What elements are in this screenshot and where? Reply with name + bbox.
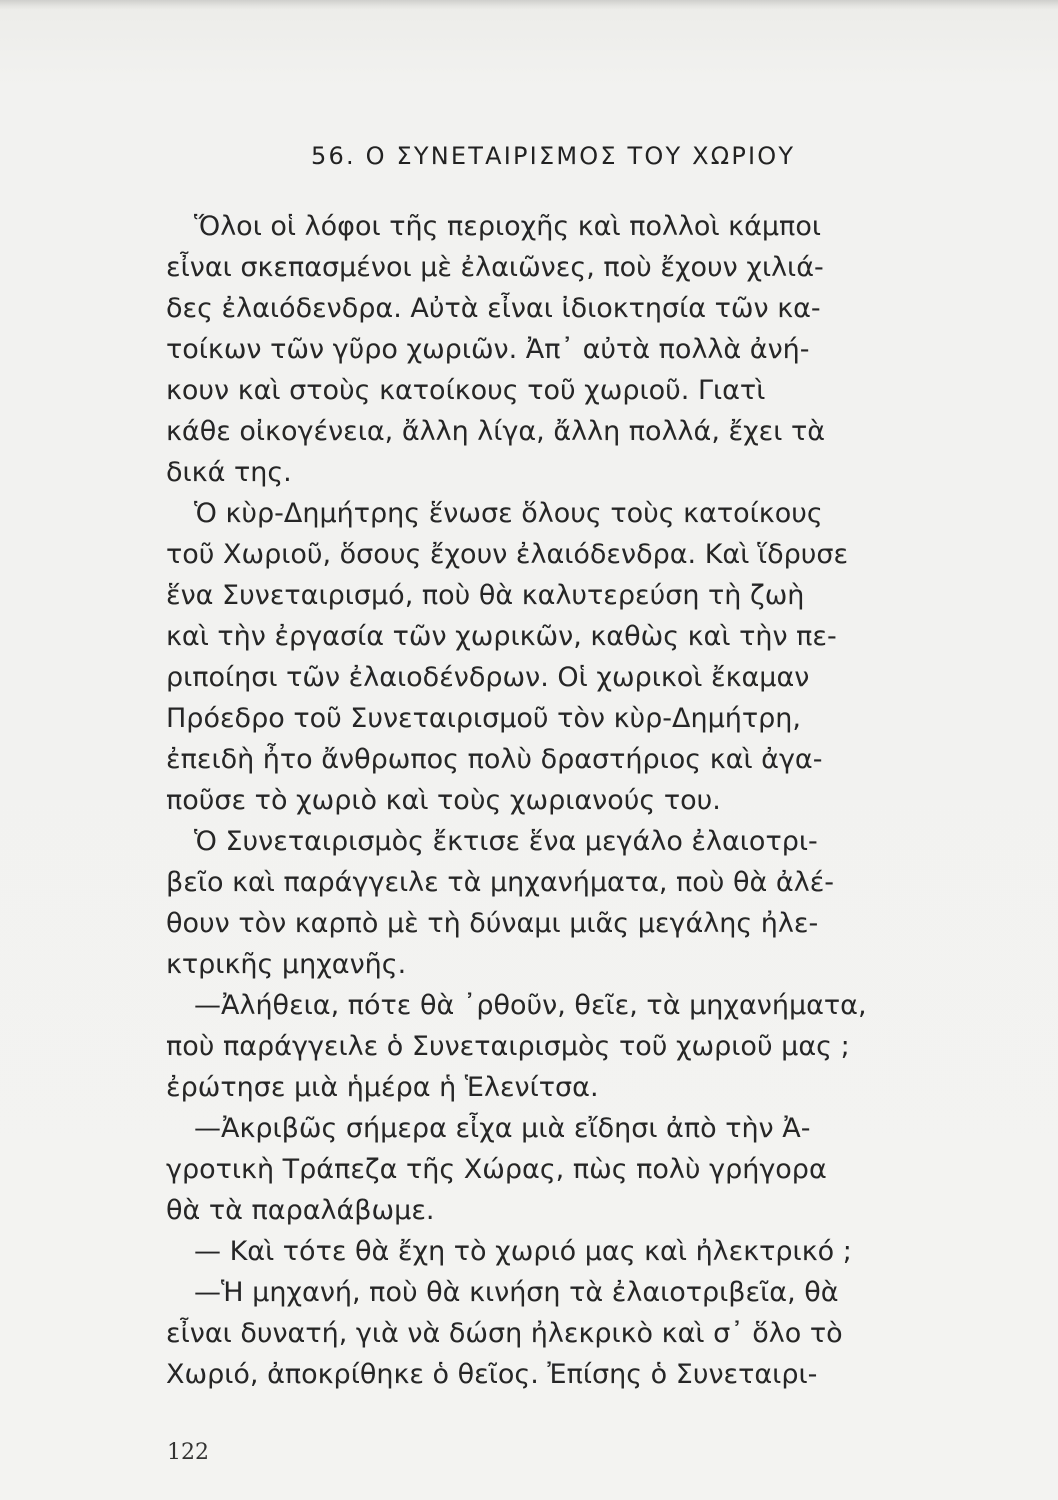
text-line: καὶ τὴν ἐργασία τῶν χωρικῶν, καθὼς καὶ τὴν πε- bbox=[166, 621, 837, 652]
text-line: ριποίησι τῶν ἐλαιοδένδρων. Οἱ χωρικοὶ ἔκαμαν bbox=[166, 662, 810, 693]
text-line: βεῖο καὶ παράγγειλε τὰ μηχανήματα, ποὺ θὰ ἀλέ- bbox=[166, 867, 835, 898]
text-line: Χωριό, ἀποκρίθηκε ὁ θεῖος. Ἐπίσης ὁ Συνεταιρι- bbox=[166, 1359, 818, 1390]
text-line: εἶναι σκεπασμένοι μὲ ἐλαιῶνες, ποὺ ἔχουν χιλιά- bbox=[166, 252, 824, 283]
text-line: —Ἡ μηχανή, ποὺ θὰ κινήση τὰ ἐλαιοτριβεῖα, θὰ bbox=[194, 1277, 839, 1308]
page-number: 122 bbox=[167, 1440, 209, 1465]
text-line: —Ἀλήθεια, πότε θὰ ᾽ρθοῦν, θεῖε, τὰ μηχανήματα, bbox=[194, 990, 867, 1021]
chapter-heading: 56. Ο ΣΥΝΕΤΑΙΡΙΣΜΟΣ ΤΟΥ ΧΩΡΙΟΥ bbox=[311, 142, 796, 170]
text-line: τοίκων τῶν γῦρο χωριῶν. Ἀπ᾿ αὐτὰ πολλὰ ἀνή- bbox=[166, 334, 810, 365]
text-line: Ὁ Συνεταιρισμὸς ἔκτισε ἕνα μεγάλο ἐλαιοτρι- bbox=[194, 826, 818, 857]
text-line: θουν τὸν καρπὸ μὲ τὴ δύναμι μιᾶς μεγάλης ἠλε- bbox=[166, 908, 819, 939]
text-line: θὰ τὰ παραλάβωμε. bbox=[166, 1195, 435, 1226]
text-line: Πρόεδρο τοῦ Συνεταιρισμοῦ τὸν κὺρ-Δημήτρη, bbox=[166, 703, 801, 734]
text-line: κουν καὶ στοὺς κατοίκους τοῦ χωριοῦ. Γιατὶ bbox=[166, 375, 766, 406]
text-line: δες ἐλαιόδενδρα. Αὐτὰ εἶναι ἰδιοκτησία τῶν κα- bbox=[166, 293, 821, 324]
text-line: Ὅλοι οἱ λόφοι τῆς περιοχῆς καὶ πολλοὶ κάμποι bbox=[194, 211, 821, 242]
text-line: ἕνα Συνεταιρισμό, ποὺ θὰ καλυτερεύση τὴ ζωὴ bbox=[166, 580, 805, 611]
text-line: εἶναι δυνατή, γιὰ νὰ δώση ἠλεκρικὸ καὶ σ᾿ ὅλο τὸ bbox=[166, 1318, 843, 1349]
page-top-edge bbox=[0, 0, 1058, 10]
text-line: ἐρώτησε μιὰ ἡμέρα ἡ Ἑλενίτσα. bbox=[166, 1072, 599, 1103]
chapter-body bbox=[166, 206, 1028, 1395]
text-line: κάθε οἰκογένεια, ἄλλη λίγα, ἄλλη πολλά, ἔχει τὰ bbox=[166, 416, 826, 447]
text-line: ποὺ παράγγειλε ὁ Συνεταιρισμὸς τοῦ χωριοῦ μας ; bbox=[166, 1031, 850, 1062]
text-line: ἐπειδὴ ἦτο ἄνθρωπος πολὺ δραστήριος καὶ ἀγα- bbox=[166, 744, 823, 775]
text-line: ποῦσε τὸ χωριὸ καὶ τοὺς χωριανούς του. bbox=[166, 785, 721, 816]
text-line: — Καὶ τότε θὰ ἔχη τὸ χωριό μας καὶ ἠλεκτρικό ; bbox=[194, 1236, 852, 1267]
text-line: Ὁ κὺρ-Δημήτρης ἕνωσε ὅλους τοὺς κατοίκους bbox=[194, 498, 823, 529]
text-line: δικά της. bbox=[166, 457, 292, 488]
text-line: —Ἀκριβῶς σήμερα εἶχα μιὰ εἴδησι ἀπὸ τὴν Ἀ- bbox=[194, 1113, 811, 1144]
text-line: τοῦ Χωριοῦ, ὅσους ἔχουν ἐλαιόδενδρα. Καὶ ἵδρυσε bbox=[166, 539, 849, 570]
text-line: κτρικῆς μηχανῆς. bbox=[166, 949, 407, 980]
text-line: γροτικὴ Τράπεζα τῆς Χώρας, πὼς πολὺ γρήγορα bbox=[166, 1154, 827, 1185]
